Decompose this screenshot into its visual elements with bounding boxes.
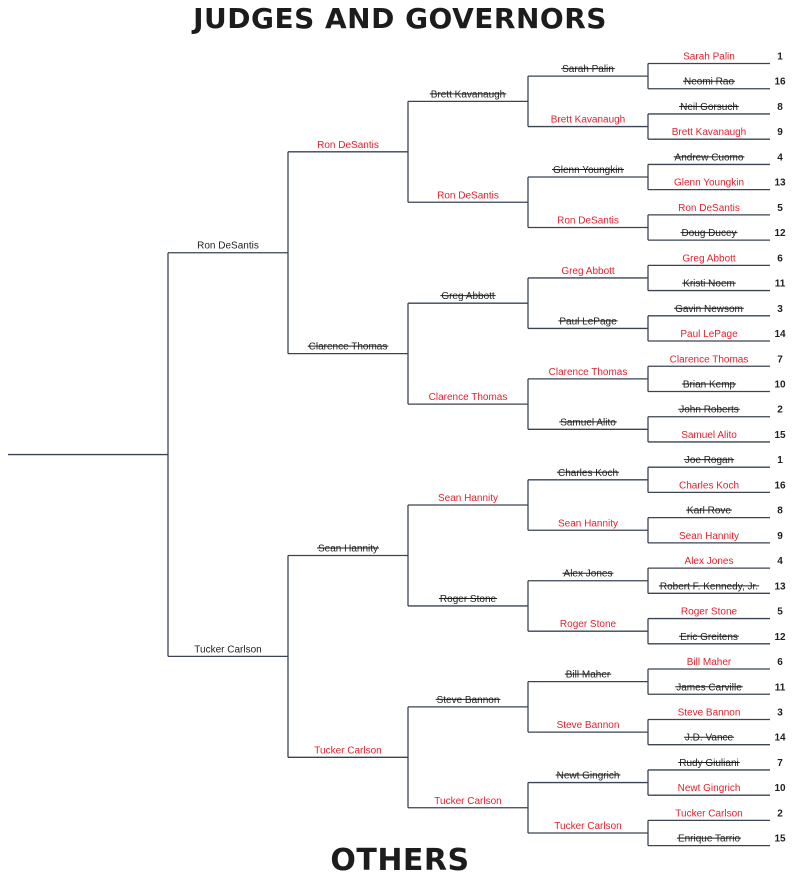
seed-number: 7	[777, 354, 783, 366]
round1-entrant: James Carville	[676, 682, 742, 694]
seed-number: 2	[777, 404, 783, 416]
round3-entrant: Brett Kavanaugh	[430, 89, 506, 101]
round1-entrant: Sean Hannity	[678, 530, 740, 542]
seed-number: 4	[777, 556, 783, 568]
round2-entrant: Charles Koch	[557, 467, 619, 479]
round1-entrant: J.D. Vance	[684, 732, 734, 744]
round2-entrant: Greg Abbott	[561, 265, 615, 277]
round2-entrant: Newt Gingrich	[556, 770, 620, 782]
round2-entrant: Paul LePage	[559, 316, 617, 328]
round5-entrant: Tucker Carlson	[194, 644, 262, 656]
round2-entrant: Steve Bannon	[556, 720, 620, 732]
seed-number: 8	[777, 505, 783, 517]
round2-entrant: Sarah Palin	[562, 64, 614, 76]
seed-number: 16	[774, 480, 786, 492]
seed-number: 3	[777, 707, 783, 719]
round4-entrant: Ron DeSantis	[317, 139, 379, 151]
round1-entrant: Gavin Newsom	[675, 303, 743, 315]
round1-entrant: Karl Rove	[687, 505, 731, 517]
seed-number: 11	[774, 682, 786, 694]
round1-entrant: Steve Bannon	[677, 707, 741, 719]
round2-entrant: Samuel Alito	[560, 417, 616, 429]
round2-entrant: Tucker Carlson	[554, 821, 622, 833]
round1-entrant: Greg Abbott	[682, 253, 736, 265]
round1-entrant: Sarah Palin	[683, 51, 735, 63]
seed-number: 12	[774, 228, 786, 240]
seed-number: 6	[777, 253, 783, 265]
round1-entrant: Brett Kavanaugh	[671, 127, 747, 139]
round1-entrant: Brian Kemp	[682, 379, 736, 391]
round2-entrant: Roger Stone	[559, 619, 617, 631]
round3-entrant: Sean Hannity	[437, 493, 499, 505]
seed-number: 5	[777, 202, 783, 214]
round1-entrant: Clarence Thomas	[669, 354, 749, 366]
bracket-title-bottom: OTHERS	[330, 843, 470, 878]
seed-number: 3	[777, 303, 783, 315]
round1-entrant: Glenn Youngkin	[673, 177, 745, 189]
round1-entrant: Tucker Carlson	[675, 808, 743, 820]
round2-entrant: Brett Kavanaugh	[550, 114, 626, 126]
seed-number: 5	[777, 606, 783, 618]
seed-number: 14	[774, 329, 786, 341]
seed-number: 4	[777, 152, 783, 164]
round2-entrant: Bill Maher	[565, 669, 611, 681]
seed-number: 13	[774, 177, 786, 189]
round1-entrant: Joe Rogan	[684, 455, 734, 467]
round2-entrant: Clarence Thomas	[548, 366, 628, 378]
round1-entrant: Doug Ducey	[681, 228, 737, 240]
round3-entrant: Ron DeSantis	[437, 190, 499, 202]
seed-number: 7	[777, 757, 783, 769]
round1-entrant: Newt Gingrich	[677, 783, 741, 795]
seed-number: 8	[777, 101, 783, 113]
round4-entrant: Tucker Carlson	[314, 745, 382, 757]
seed-number: 6	[777, 657, 783, 669]
bracket-title-top: JUDGES AND GOVERNORS	[193, 2, 607, 35]
round1-entrant: Samuel Alito	[681, 429, 737, 441]
round1-entrant: Andrew Cuomo	[674, 152, 744, 164]
round1-entrant: Enrique Tarrio	[677, 833, 741, 845]
round1-entrant: Kristi Noem	[683, 278, 735, 290]
round1-entrant: Charles Koch	[678, 480, 740, 492]
round4-entrant: Sean Hannity	[317, 543, 379, 555]
round3-entrant: Greg Abbott	[441, 291, 495, 303]
seed-number: 12	[774, 631, 786, 643]
round2-entrant: Sean Hannity	[557, 518, 619, 530]
round1-entrant: Neil Gorsuch	[680, 101, 738, 113]
round1-entrant: Robert F. Kennedy, Jr.	[659, 581, 759, 593]
seed-number: 11	[774, 278, 786, 290]
seed-number: 13	[774, 581, 786, 593]
round3-entrant: Roger Stone	[439, 593, 497, 605]
round3-entrant: Tucker Carlson	[434, 795, 502, 807]
seed-number: 15	[774, 429, 786, 441]
round3-entrant: Steve Bannon	[436, 694, 500, 706]
seed-number: 2	[777, 808, 783, 820]
round1-entrant: John Roberts	[679, 404, 739, 416]
round1-entrant: Alex Jones	[684, 556, 734, 568]
round5-entrant: Ron DeSantis	[197, 240, 259, 252]
round2-entrant: Glenn Youngkin	[552, 165, 624, 177]
round1-entrant: Bill Maher	[686, 657, 732, 669]
round1-entrant: Rudy Giuliani	[679, 757, 739, 769]
round1-entrant: Neomi Rao	[683, 76, 735, 88]
round2-entrant: Alex Jones	[563, 568, 613, 580]
round1-entrant: Eric Greitens	[680, 631, 738, 643]
round1-entrant: Ron DeSantis	[678, 202, 740, 214]
seed-number: 1	[777, 455, 783, 467]
seed-number: 10	[774, 783, 786, 795]
round4-entrant: Clarence Thomas	[308, 341, 388, 353]
round1-entrant: Paul LePage	[680, 329, 738, 341]
seed-number: 16	[774, 76, 786, 88]
round2-entrant: Ron DeSantis	[557, 215, 619, 227]
round1-entrant: Roger Stone	[680, 606, 738, 618]
seed-number: 10	[774, 379, 786, 391]
seed-number: 15	[774, 833, 786, 845]
round3-entrant: Clarence Thomas	[428, 392, 508, 404]
seed-number: 14	[774, 732, 786, 744]
seed-number: 9	[777, 127, 783, 139]
seed-number: 1	[777, 51, 783, 63]
seed-number: 9	[777, 530, 783, 542]
